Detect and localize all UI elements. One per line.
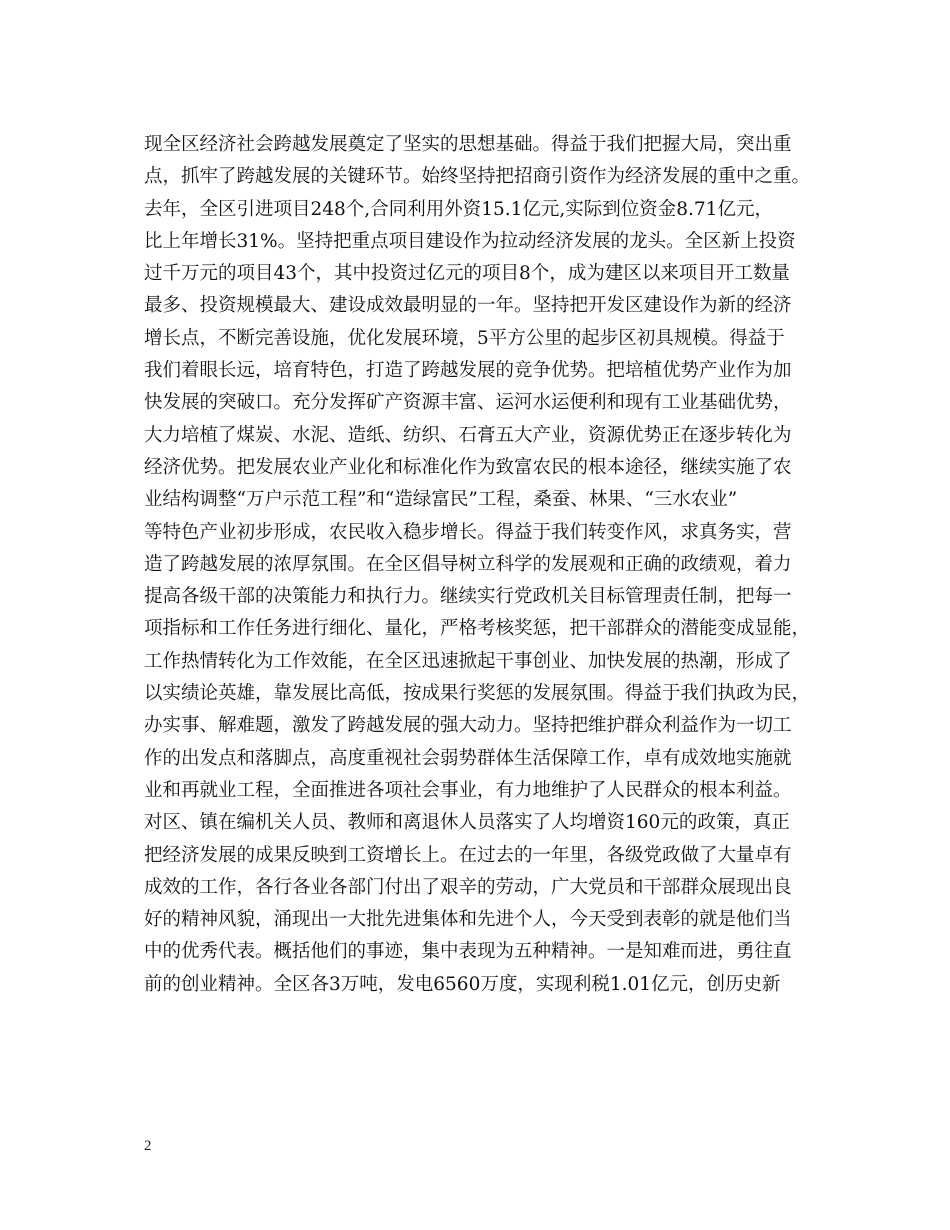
- text-line: 等特色产业初步形成，农民收入稳步增长。得益于我们转变作风，求真务实，营: [144, 521, 792, 543]
- text-line: 办实事、解难题，激发了跨越发展的强大动力。坚持把维护群众利益作为一切工: [144, 715, 792, 737]
- text-line: 最多、投资规模最大、建设成效最明显的一年。坚持把开发区建设作为新的经济: [144, 295, 792, 317]
- text-line: 前的创业精神。全区各3万吨，发电6560万度，实现利税1.01亿元，创历史新: [144, 973, 781, 995]
- text-line: 增长点，不断完善设施，优化发展环境，5平方公里的起步区初具规模。得益于: [144, 327, 785, 349]
- text-line: 点，抓牢了跨越发展的关键环节。始终坚持把招商引资作为经济发展的重中之重。: [144, 166, 811, 188]
- text-line: 作的出发点和落脚点，高度重视社会弱势群体生活保障工作，卓有成效地实施就: [144, 747, 792, 769]
- text-line: 成效的工作，各行各业各部门付出了艰辛的劳动，广大党员和干部群众展现出良: [144, 876, 792, 898]
- text-line: 项指标和工作任务进行细化、量化，严格考核奖惩，把干部群众的潜能变成显能，: [144, 618, 811, 640]
- text-line: 好的精神风貌，涌现出一大批先进集体和先进个人，今天受到表彰的就是他们当: [144, 909, 792, 931]
- text-line: 对区、镇在编机关人员、教师和离退休人员落实了人均增资160元的政策，真正: [144, 812, 790, 834]
- text-line: 以实绩论英雄，靠发展比高低，按成果行奖惩的发展氛围。得益于我们执政为民，: [144, 683, 811, 705]
- text-line: 我们着眼长远，培育特色，打造了跨越发展的竞争优势。把培植优势产业作为加: [144, 360, 792, 382]
- page-number: 2: [144, 1138, 152, 1154]
- text-line: 造了跨越发展的浓厚氛围。在全区倡导树立科学的发展观和正确的政绩观，着力: [144, 553, 792, 575]
- text-line: 快发展的突破口。充分发挥矿产资源丰富、运河水运便利和现有工业基础优势，: [144, 392, 792, 414]
- text-line: 业和再就业工程，全面推进各项社会事业，有力地维护了人民群众的根本利益。: [144, 779, 792, 801]
- text-line: 比上年增长31%。坚持把重点项目建设作为拉动经济发展的龙头。全区新上投资: [144, 230, 796, 252]
- text-line: 中的优秀代表。概括他们的事迹，集中表现为五种精神。一是知难而进，勇往直: [144, 941, 792, 963]
- text-line: 经济优势。把发展农业产业化和标准化作为致富农民的根本途径，继续实施了农: [144, 456, 792, 478]
- text-line: 过千万元的项目43个，其中投资过亿元的项目8个，成为建区以来项目开工数量: [144, 263, 790, 285]
- text-line: 现全区经济社会跨越发展奠定了坚实的思想基础。得益于我们把握大局，突出重: [144, 134, 792, 155]
- body-text: [144, 129, 824, 1001]
- text-line: 提高各级干部的决策能力和执行力。继续实行党政机关目标管理责任制，把每一: [144, 586, 792, 608]
- text-line: 把经济发展的成果反映到工资增长上。在过去的一年里，各级党政做了大量卓有: [144, 844, 792, 866]
- text-line: 工作热情转化为工作效能，在全区迅速掀起干事创业、加快发展的热潮，形成了: [144, 650, 792, 672]
- text-line: 大力培植了煤炭、水泥、造纸、纺织、石膏五大产业，资源优势正在逐步转化为: [144, 424, 792, 446]
- text-line: 去年，全区引进项目248个,合同利用外资15.1亿元,实际到位资金8.71亿元，: [144, 198, 773, 220]
- text-line: 业结构调整“万户示范工程”和“造绿富民”工程，桑蚕、林果、“三水农业”: [144, 489, 738, 511]
